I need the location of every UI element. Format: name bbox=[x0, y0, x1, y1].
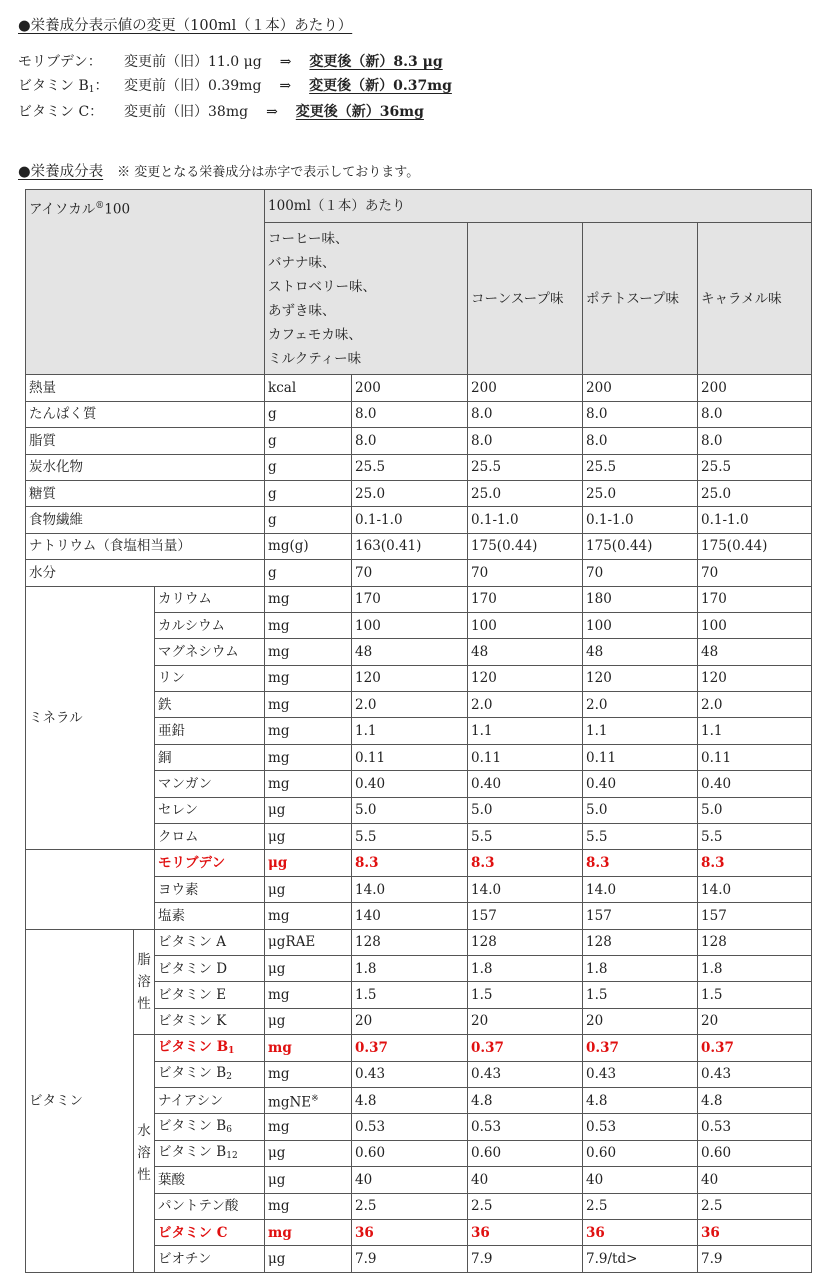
value-cell: 0.40 bbox=[583, 771, 698, 797]
value-cell: 8.3 bbox=[352, 850, 468, 876]
table-row bbox=[26, 560, 812, 586]
change-before: 変更前（旧）38mg bbox=[124, 104, 249, 120]
nutrient-name: たんぱく質 bbox=[26, 401, 265, 427]
unit-cell: mg bbox=[265, 1035, 352, 1061]
table-row bbox=[26, 586, 812, 612]
value-cell: 170 bbox=[352, 586, 468, 612]
nutrient-name: ビオチン bbox=[155, 1246, 265, 1272]
value-cell: 0.37 bbox=[583, 1035, 698, 1061]
value-cell: 70 bbox=[352, 560, 468, 586]
value-cell: 1.8 bbox=[583, 955, 698, 981]
value-cell: 0.37 bbox=[698, 1035, 812, 1061]
nutrient-name: ビタミン $B_2$ bbox=[155, 1061, 265, 1087]
value-cell: 100 bbox=[583, 612, 698, 638]
value-cell: 25.5 bbox=[352, 454, 468, 480]
value-cell: 25.0 bbox=[468, 480, 583, 506]
flavor-header: ポテトスープ味 bbox=[583, 223, 698, 375]
value-cell: 70 bbox=[698, 560, 812, 586]
value-cell: 0.53 bbox=[468, 1114, 583, 1140]
unit-cell: mg bbox=[265, 982, 352, 1008]
group-vitamins: ビタミン bbox=[26, 929, 134, 1272]
value-cell: 0.1-1.0 bbox=[468, 507, 583, 533]
value-cell: 5.0 bbox=[583, 797, 698, 823]
unit-cell: μg bbox=[265, 1246, 352, 1272]
value-cell: 128 bbox=[468, 929, 583, 955]
unit-cell: mg bbox=[265, 612, 352, 638]
unit-cell: g bbox=[265, 401, 352, 427]
unit-cell: μg bbox=[265, 824, 352, 850]
value-cell: 5.5 bbox=[352, 824, 468, 850]
unit-cell: mgNE※ bbox=[265, 1087, 352, 1113]
nutrient-name: セレン bbox=[155, 797, 265, 823]
value-cell: 1.5 bbox=[352, 982, 468, 1008]
value-cell: 25.5 bbox=[468, 454, 583, 480]
value-cell: 0.40 bbox=[352, 771, 468, 797]
flavor-header: キャラメル味 bbox=[698, 223, 812, 375]
product-name-cell: アイソカル®100 bbox=[26, 190, 265, 375]
subgroup-water-soluble: 水 溶 性 bbox=[134, 1035, 155, 1273]
nutrient-name: マグネシウム bbox=[155, 639, 265, 665]
value-cell: 0.40 bbox=[698, 771, 812, 797]
change-after: 変更後（新）8.3 μg bbox=[309, 54, 443, 70]
value-cell: 100 bbox=[468, 612, 583, 638]
value-cell: 40 bbox=[698, 1167, 812, 1193]
nutrient-name: ビタミン $B_6$ bbox=[155, 1114, 265, 1140]
unit-cell: μg bbox=[265, 1008, 352, 1034]
unit-cell: mg bbox=[265, 903, 352, 929]
unit-cell: μg bbox=[265, 876, 352, 902]
value-cell: 5.5 bbox=[698, 824, 812, 850]
value-cell: 0.60 bbox=[352, 1140, 468, 1166]
unit-cell: mg(g) bbox=[265, 533, 352, 559]
value-cell: 5.0 bbox=[698, 797, 812, 823]
value-cell: 48 bbox=[352, 639, 468, 665]
value-cell: 1.1 bbox=[583, 718, 698, 744]
group-minerals: ミネラル bbox=[26, 586, 155, 850]
value-cell: 40 bbox=[583, 1167, 698, 1193]
value-cell: 0.1-1.0 bbox=[583, 507, 698, 533]
value-cell: 0.43 bbox=[583, 1061, 698, 1087]
value-cell: 157 bbox=[698, 903, 812, 929]
value-cell: 7.9 bbox=[698, 1246, 812, 1272]
value-cell: 1.1 bbox=[468, 718, 583, 744]
unit-cell: μg bbox=[265, 955, 352, 981]
nutrient-name: マンガン bbox=[155, 771, 265, 797]
value-cell: 7.9 bbox=[468, 1246, 583, 1272]
change-row bbox=[18, 74, 452, 100]
value-cell: 0.60 bbox=[698, 1140, 812, 1166]
nutrient-name: カリウム bbox=[155, 586, 265, 612]
value-cell: 25.0 bbox=[698, 480, 812, 506]
value-cell: 200 bbox=[352, 375, 468, 401]
value-cell: 2.5 bbox=[583, 1193, 698, 1219]
value-cell: 8.0 bbox=[583, 428, 698, 454]
value-cell: 14.0 bbox=[352, 876, 468, 902]
arrow-icon: ⇒ bbox=[266, 104, 278, 120]
arrow-icon: ⇒ bbox=[279, 78, 292, 94]
unit-cell: g bbox=[265, 428, 352, 454]
subgroup-fat-soluble: 脂 溶 性 bbox=[134, 929, 155, 1035]
unit-cell: mg bbox=[265, 586, 352, 612]
value-cell: 120 bbox=[352, 665, 468, 691]
value-cell: 4.8 bbox=[468, 1087, 583, 1113]
value-cell: 20 bbox=[583, 1008, 698, 1034]
unit-cell: mg bbox=[265, 665, 352, 691]
section-heading-table bbox=[18, 160, 419, 181]
value-cell: 120 bbox=[468, 665, 583, 691]
value-cell: 8.0 bbox=[468, 428, 583, 454]
change-label: モリブデン： bbox=[18, 54, 102, 70]
value-cell: 0.43 bbox=[468, 1061, 583, 1087]
nutrient-name: ビタミン $B_{12}$ bbox=[155, 1140, 265, 1166]
value-cell: 1.8 bbox=[352, 955, 468, 981]
unit-cell: μg bbox=[265, 850, 352, 876]
value-cell: 20 bbox=[698, 1008, 812, 1034]
value-cell: 128 bbox=[698, 929, 812, 955]
value-cell: 120 bbox=[698, 665, 812, 691]
value-cell: 5.5 bbox=[468, 824, 583, 850]
value-cell: 8.0 bbox=[698, 428, 812, 454]
value-cell: 5.0 bbox=[352, 797, 468, 823]
value-cell: 157 bbox=[583, 903, 698, 929]
table-row bbox=[26, 454, 812, 480]
value-cell: 8.0 bbox=[698, 401, 812, 427]
nutrient-name: ビタミン C bbox=[155, 1219, 265, 1245]
unit-cell: mg bbox=[265, 1061, 352, 1087]
value-cell: 0.1-1.0 bbox=[698, 507, 812, 533]
nutrient-name: 糖質 bbox=[26, 480, 265, 506]
value-cell: 175(0.44) bbox=[468, 533, 583, 559]
value-cell: 20 bbox=[352, 1008, 468, 1034]
table-row bbox=[26, 850, 812, 876]
table-row bbox=[26, 375, 812, 401]
value-cell: 20 bbox=[468, 1008, 583, 1034]
value-cell: 40 bbox=[468, 1167, 583, 1193]
table-heading-title: ●栄養成分表 bbox=[18, 164, 104, 180]
value-cell: 180 bbox=[583, 586, 698, 612]
unit-cell: g bbox=[265, 454, 352, 480]
nutrient-name: ヨウ素 bbox=[155, 876, 265, 902]
arrow-icon: ⇒ bbox=[279, 54, 292, 70]
value-cell: 2.0 bbox=[352, 692, 468, 718]
value-cell: 170 bbox=[468, 586, 583, 612]
nutrient-name: カルシウム bbox=[155, 612, 265, 638]
value-cell: 0.11 bbox=[352, 744, 468, 770]
value-cell: 128 bbox=[352, 929, 468, 955]
nutrient-name: 脂質 bbox=[26, 428, 265, 454]
group-minerals-extra bbox=[26, 850, 155, 929]
value-cell: 8.3 bbox=[583, 850, 698, 876]
nutrient-name: 葉酸 bbox=[155, 1167, 265, 1193]
value-cell: 5.5 bbox=[583, 824, 698, 850]
value-cell: 8.0 bbox=[352, 401, 468, 427]
unit-cell: μgRAE bbox=[265, 929, 352, 955]
nutrient-name: 食物繊維 bbox=[26, 507, 265, 533]
unit-cell: mg bbox=[265, 771, 352, 797]
table-row bbox=[26, 507, 812, 533]
table-row bbox=[26, 401, 812, 427]
unit-cell: mg bbox=[265, 692, 352, 718]
value-cell: 0.40 bbox=[468, 771, 583, 797]
value-cell: 200 bbox=[583, 375, 698, 401]
value-cell: 14.0 bbox=[583, 876, 698, 902]
value-cell: 8.0 bbox=[583, 401, 698, 427]
value-cell: 100 bbox=[698, 612, 812, 638]
value-cell: 2.5 bbox=[352, 1193, 468, 1219]
nutrient-name: モリブデン bbox=[155, 850, 265, 876]
value-cell: 8.3 bbox=[698, 850, 812, 876]
value-cell: 36 bbox=[352, 1219, 468, 1245]
section-heading-changes: ●栄養成分表示値の変更（100ml（１本）あたり） bbox=[18, 18, 353, 34]
value-cell: 25.0 bbox=[583, 480, 698, 506]
value-cell: 0.11 bbox=[468, 744, 583, 770]
unit-cell: mg bbox=[265, 1193, 352, 1219]
value-cell: 5.0 bbox=[468, 797, 583, 823]
value-cell: 48 bbox=[698, 639, 812, 665]
flavor-header: コーンスープ味 bbox=[468, 223, 583, 375]
unit-cell: g bbox=[265, 507, 352, 533]
value-cell: 200 bbox=[698, 375, 812, 401]
value-cell: 0.43 bbox=[352, 1061, 468, 1087]
value-cell: 36 bbox=[583, 1219, 698, 1245]
value-cell: 14.0 bbox=[468, 876, 583, 902]
value-cell: 25.5 bbox=[698, 454, 812, 480]
value-cell: 200 bbox=[468, 375, 583, 401]
nutrient-name: 塩素 bbox=[155, 903, 265, 929]
value-cell: 2.0 bbox=[583, 692, 698, 718]
value-cell: 8.0 bbox=[468, 401, 583, 427]
table-row bbox=[26, 480, 812, 506]
unit-cell: g bbox=[265, 560, 352, 586]
nutrient-name: 熱量 bbox=[26, 375, 265, 401]
value-cell: 7.9/td> bbox=[583, 1246, 698, 1272]
value-cell: 1.1 bbox=[698, 718, 812, 744]
value-cell: 0.1-1.0 bbox=[352, 507, 468, 533]
nutrient-name: ナイアシン bbox=[155, 1087, 265, 1113]
value-cell: 4.8 bbox=[583, 1087, 698, 1113]
value-cell: 128 bbox=[583, 929, 698, 955]
value-cell: 140 bbox=[352, 903, 468, 929]
value-cell: 1.8 bbox=[468, 955, 583, 981]
value-cell: 0.53 bbox=[583, 1114, 698, 1140]
value-cell: 4.8 bbox=[698, 1087, 812, 1113]
value-cell: 175(0.44) bbox=[698, 533, 812, 559]
value-cell: 2.0 bbox=[698, 692, 812, 718]
unit-cell: μg bbox=[265, 1140, 352, 1166]
value-cell: 8.0 bbox=[352, 428, 468, 454]
value-cell: 2.0 bbox=[468, 692, 583, 718]
value-cell: 170 bbox=[698, 586, 812, 612]
change-row bbox=[18, 100, 452, 124]
value-cell: 163(0.41) bbox=[352, 533, 468, 559]
value-cell: 8.3 bbox=[468, 850, 583, 876]
unit-cell: kcal bbox=[265, 375, 352, 401]
changes-list bbox=[18, 50, 452, 124]
value-cell: 48 bbox=[468, 639, 583, 665]
unit-cell: mg bbox=[265, 1114, 352, 1140]
nutrient-name: パントテン酸 bbox=[155, 1193, 265, 1219]
nutrient-name: ナトリウム（食塩相当量） bbox=[26, 533, 265, 559]
value-cell: 120 bbox=[583, 665, 698, 691]
value-cell: 25.0 bbox=[352, 480, 468, 506]
value-cell: 0.37 bbox=[468, 1035, 583, 1061]
value-cell: 1.5 bbox=[468, 982, 583, 1008]
nutrient-name: ビタミン A bbox=[155, 929, 265, 955]
nutrient-name: クロム bbox=[155, 824, 265, 850]
value-cell: 100 bbox=[352, 612, 468, 638]
nutrient-name: 炭水化物 bbox=[26, 454, 265, 480]
change-label: ビタミン C： bbox=[18, 104, 104, 120]
value-cell: 70 bbox=[468, 560, 583, 586]
unit-cell: μg bbox=[265, 1167, 352, 1193]
value-cell: 2.5 bbox=[468, 1193, 583, 1219]
unit-cell: mg bbox=[265, 744, 352, 770]
flavor-header: コーヒー味、 バナナ味、 ストロベリー味、 あずき味、 カフェモカ味、 ミルクティー味 bbox=[265, 223, 468, 375]
nutrient-name: 鉄 bbox=[155, 692, 265, 718]
value-cell: 36 bbox=[468, 1219, 583, 1245]
value-cell: 70 bbox=[583, 560, 698, 586]
value-cell: 0.60 bbox=[583, 1140, 698, 1166]
value-cell: 0.43 bbox=[698, 1061, 812, 1087]
table-row bbox=[26, 1035, 812, 1061]
value-cell: 1.1 bbox=[352, 718, 468, 744]
value-cell: 0.60 bbox=[468, 1140, 583, 1166]
nutrient-name: ビタミン $B_1$ bbox=[155, 1035, 265, 1061]
table-row bbox=[26, 428, 812, 454]
change-after: 変更後（新）0.37mg bbox=[309, 78, 452, 94]
unit-cell: μg bbox=[265, 797, 352, 823]
nutrient-name: ビタミン E bbox=[155, 982, 265, 1008]
change-before: 変更前（旧）0.39mg bbox=[124, 78, 262, 94]
value-cell: 4.8 bbox=[352, 1087, 468, 1113]
value-cell: 14.0 bbox=[698, 876, 812, 902]
nutrient-name: ビタミン D bbox=[155, 955, 265, 981]
value-cell: 7.9 bbox=[352, 1246, 468, 1272]
nutrient-name: 水分 bbox=[26, 560, 265, 586]
value-cell: 0.37 bbox=[352, 1035, 468, 1061]
nutrient-name: リン bbox=[155, 665, 265, 691]
unit-cell: g bbox=[265, 480, 352, 506]
value-cell: 40 bbox=[352, 1167, 468, 1193]
nutrient-name: 銅 bbox=[155, 744, 265, 770]
nutrient-name: 亜鉛 bbox=[155, 718, 265, 744]
table-row bbox=[26, 929, 812, 955]
change-label: ビタミン $B_1$： bbox=[18, 78, 109, 95]
value-cell: 0.11 bbox=[583, 744, 698, 770]
change-row bbox=[18, 50, 452, 74]
unit-cell: mg bbox=[265, 1219, 352, 1245]
value-cell: 48 bbox=[583, 639, 698, 665]
per-amount-header: 100ml（１本）あたり bbox=[265, 190, 812, 223]
value-cell: 0.53 bbox=[352, 1114, 468, 1140]
nutrient-name: ビタミン K bbox=[155, 1008, 265, 1034]
value-cell: 1.8 bbox=[698, 955, 812, 981]
value-cell: 25.5 bbox=[583, 454, 698, 480]
change-before: 変更前（旧）11.0 μg bbox=[124, 54, 262, 70]
unit-cell: mg bbox=[265, 718, 352, 744]
value-cell: 0.11 bbox=[698, 744, 812, 770]
value-cell: 1.5 bbox=[698, 982, 812, 1008]
value-cell: 0.53 bbox=[698, 1114, 812, 1140]
value-cell: 2.5 bbox=[698, 1193, 812, 1219]
value-cell: 175(0.44) bbox=[583, 533, 698, 559]
table-heading-note: ※ 変更となる栄養成分は赤字で表示しております。 bbox=[117, 165, 420, 180]
change-after: 変更後（新）36mg bbox=[295, 104, 424, 120]
unit-cell: mg bbox=[265, 639, 352, 665]
value-cell: 157 bbox=[468, 903, 583, 929]
value-cell: 36 bbox=[698, 1219, 812, 1245]
nutrition-table bbox=[25, 189, 812, 1273]
value-cell: 1.5 bbox=[583, 982, 698, 1008]
table-row bbox=[26, 533, 812, 559]
